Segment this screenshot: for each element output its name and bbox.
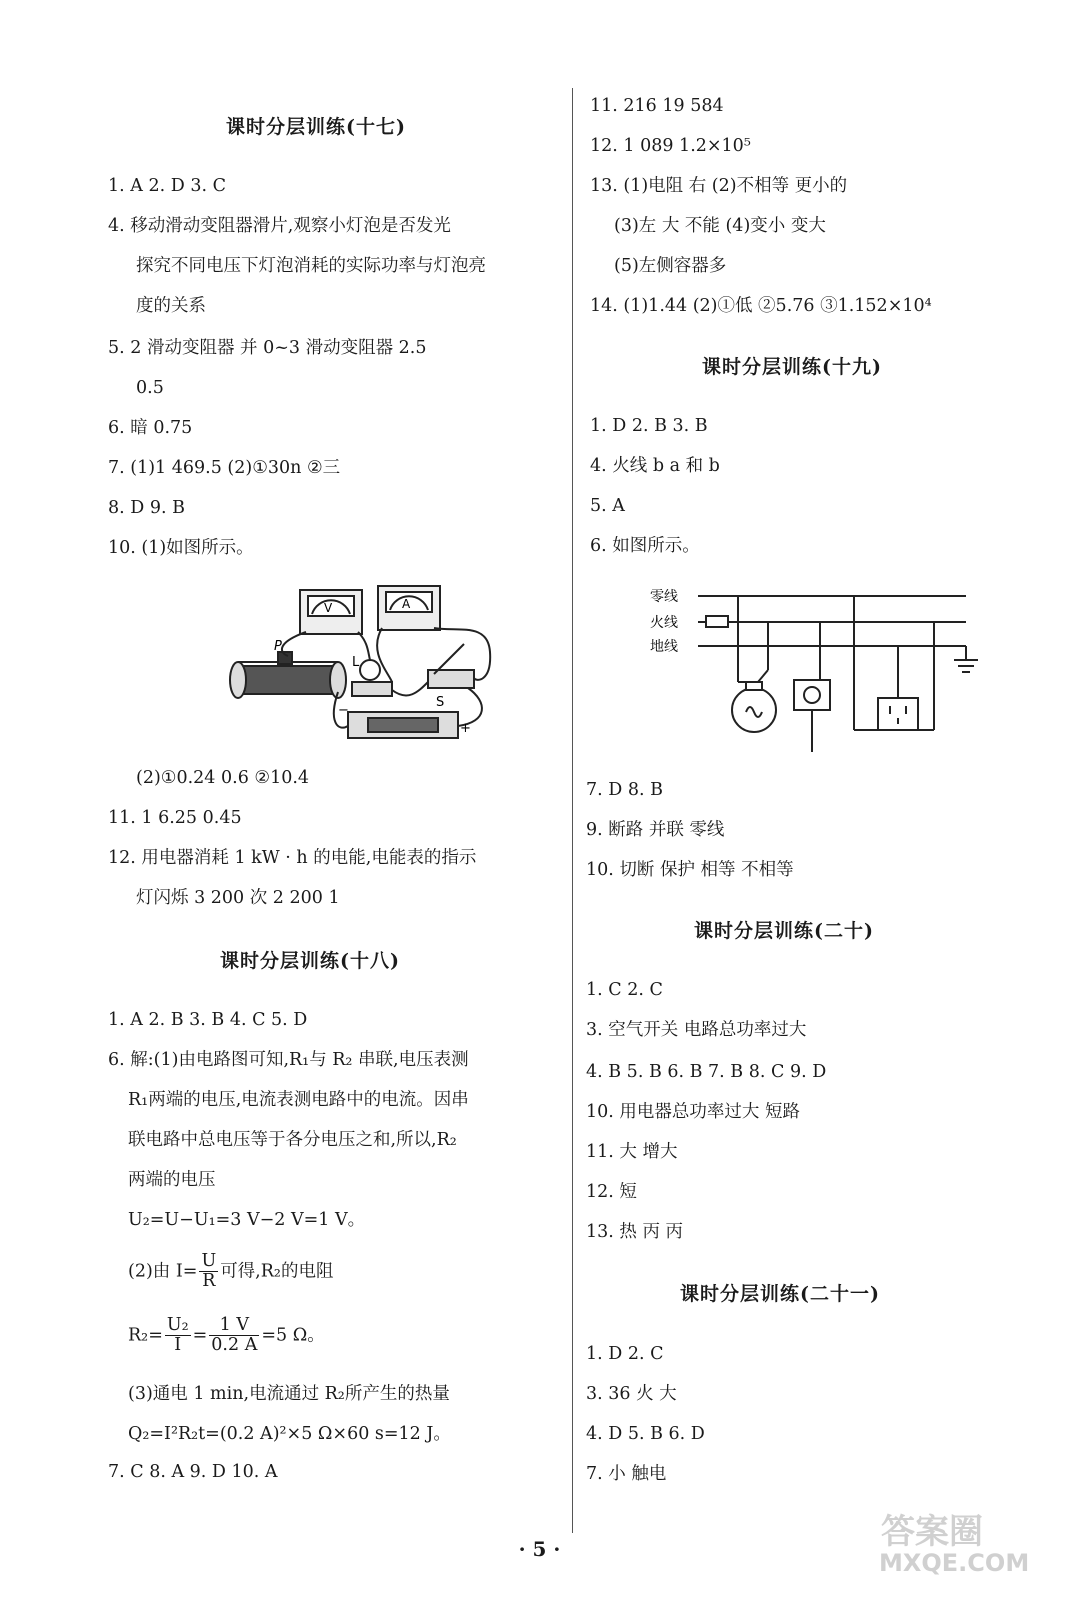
- label-live-wire: 火线: [650, 615, 678, 631]
- label-l: L: [352, 655, 360, 670]
- formula-suffix: =5 Ω。: [261, 1325, 325, 1346]
- fraction-u-over-r: [199, 1252, 218, 1292]
- answer-21-4: 4. D 5. B 6. D: [586, 1424, 705, 1444]
- formula-suffix: 可得,R₂的电阻: [220, 1261, 334, 1282]
- answer-21-3: 3. 36 火 大: [586, 1384, 677, 1404]
- label-v: V: [324, 601, 333, 615]
- socket-box: [878, 698, 918, 730]
- answer-18-6d: 两端的电压: [128, 1170, 216, 1190]
- equals-sign: =: [192, 1325, 208, 1346]
- answer-17-4b: 探究不同电压下灯泡消耗的实际功率与灯泡亮: [136, 256, 486, 276]
- answer-17-11: 11. 1 6.25 0.45: [108, 808, 242, 828]
- formula-prefix: (2)由 I=: [128, 1261, 198, 1282]
- fraction-num: U: [201, 1251, 217, 1271]
- section-title-20: 课时分层训练(二十): [694, 920, 874, 942]
- fraction-den: I: [174, 1335, 182, 1356]
- wiring-figure: [650, 582, 990, 754]
- column-divider: [572, 88, 573, 1533]
- answer-17-4c: 度的关系: [136, 296, 206, 316]
- answer-21-7: 7. 小 触电: [586, 1464, 667, 1484]
- fraction-num: 1 V: [209, 1316, 259, 1336]
- answer-18-6g: [128, 1316, 325, 1356]
- answer-19-5: 5. A: [590, 496, 625, 516]
- answer-17-1: 1. A 2. D 3. C: [108, 176, 226, 196]
- fraction-den: 0.2 A: [211, 1335, 258, 1356]
- fraction-den: R: [202, 1271, 216, 1292]
- fraction-num: U₂: [166, 1315, 189, 1335]
- answer-19-7: 7. D 8. B: [586, 780, 663, 800]
- answer-17-5b: 0.5: [136, 378, 164, 398]
- section-title-19: 课时分层训练(十九): [702, 356, 882, 378]
- watermark-top: 答案圈: [881, 1512, 983, 1552]
- answer-17-12a: 12. 用电器消耗 1 kW · h 的电能,电能表的指示: [108, 848, 477, 868]
- answer-18-1: 1. A 2. B 3. B 4. C 5. D: [108, 1010, 308, 1030]
- answer-20-10: 10. 用电器总功率过大 短路: [586, 1102, 800, 1122]
- answer-18-6e: U₂=U−U₁=3 V−2 V=1 V。: [128, 1210, 366, 1230]
- answer-20-12: 12. 短: [586, 1182, 637, 1202]
- section-title-18: 课时分层训练(十八): [220, 950, 400, 972]
- fraction-u2-over-i: [165, 1316, 191, 1356]
- watermark-logo: [861, 1503, 1061, 1578]
- answer-17-r13c: (5)左侧容器多: [614, 256, 727, 276]
- lamp-bulb: [360, 660, 380, 680]
- section-title-21: 课时分层训练(二十一): [680, 1283, 880, 1305]
- answer-19-9: 9. 断路 并联 零线: [586, 820, 725, 840]
- switch-box: [794, 680, 830, 710]
- answer-18-6i: Q₂=I²R₂t=(0.2 A)²×5 Ω×60 s=12 J。: [128, 1424, 451, 1444]
- fraction-1v-over-02a: [209, 1316, 259, 1356]
- answer-18-6f: [128, 1252, 333, 1292]
- answer-20-11: 11. 大 增大: [586, 1142, 678, 1162]
- answer-17-6: 6. 暗 0.75: [108, 418, 193, 438]
- label-minus: −: [338, 703, 349, 718]
- answer-17-8: 8. D 9. B: [108, 498, 185, 518]
- label-p: P: [274, 639, 282, 654]
- fuse: [706, 616, 728, 627]
- label-ground-wire: 地线: [650, 639, 678, 655]
- label-plus: +: [460, 721, 471, 736]
- answer-17-4a: 4. 移动滑动变阻器滑片,观察小灯泡是否发光: [108, 216, 451, 236]
- answer-20-4: 4. B 5. B 6. B 7. B 8. C 9. D: [586, 1062, 827, 1082]
- answer-18-6c: 联电路中总电压等于各分电压之和,所以,R₂: [128, 1130, 457, 1150]
- answer-19-10: 10. 切断 保护 相等 不相等: [586, 860, 794, 880]
- page-number: · 5 ·: [518, 1537, 561, 1561]
- label-s: S: [436, 695, 445, 710]
- answer-17-10: 10. (1)如图所示。: [108, 538, 254, 558]
- section-title-17: 课时分层训练(十七): [226, 116, 406, 138]
- answer-18-6a: 6. 解:(1)由电路图可知,R₁与 R₂ 串联,电压表测: [108, 1050, 469, 1070]
- answer-17-r14: 14. (1)1.44 (2)①低 ②5.76 ③1.152×10⁴: [590, 296, 932, 316]
- answer-20-13: 13. 热 丙 丙: [586, 1222, 684, 1242]
- answer-20-3: 3. 空气开关 电路总功率过大: [586, 1020, 807, 1040]
- answer-19-1: 1. D 2. B 3. B: [590, 416, 708, 436]
- answer-17-12b: 灯闪烁 3 200 次 2 200 1: [136, 888, 340, 908]
- answer-17-r13b: (3)左 大 不能 (4)变小 变大: [614, 216, 826, 236]
- answer-17-r13a: 13. (1)电阻 右 (2)不相等 更小的: [590, 176, 848, 196]
- answer-17-5a: 5. 2 滑动变阻器 并 0~3 滑动变阻器 2.5: [108, 338, 427, 358]
- answer-18-7: 7. C 8. A 9. D 10. A: [108, 1462, 278, 1482]
- label-neutral-wire: 零线: [650, 589, 678, 605]
- answer-21-1: 1. D 2. C: [586, 1344, 664, 1364]
- watermark-bottom: MXQE.COM: [879, 1549, 1030, 1577]
- label-a: A: [402, 597, 411, 611]
- answer-19-4: 4. 火线 b a 和 b: [590, 456, 720, 476]
- answer-17-10b: (2)①0.24 0.6 ②10.4: [136, 768, 310, 788]
- answer-20-1: 1. C 2. C: [586, 980, 663, 1000]
- answer-17-r12: 12. 1 089 1.2×10⁵: [590, 136, 751, 156]
- rheostat-body: [238, 666, 338, 694]
- answer-18-6h: (3)通电 1 min,电流通过 R₂所产生的热量: [128, 1384, 450, 1404]
- answer-18-6b: R₁两端的电压,电流表测电路中的电流。因串: [128, 1090, 469, 1110]
- answer-17-r11: 11. 216 19 584: [590, 96, 724, 116]
- formula-prefix: R₂=: [128, 1325, 163, 1346]
- answer-17-7: 7. (1)1 469.5 (2)①30n ②三: [108, 458, 341, 478]
- answer-19-6: 6. 如图所示。: [590, 536, 700, 556]
- circuit-figure: [218, 582, 558, 750]
